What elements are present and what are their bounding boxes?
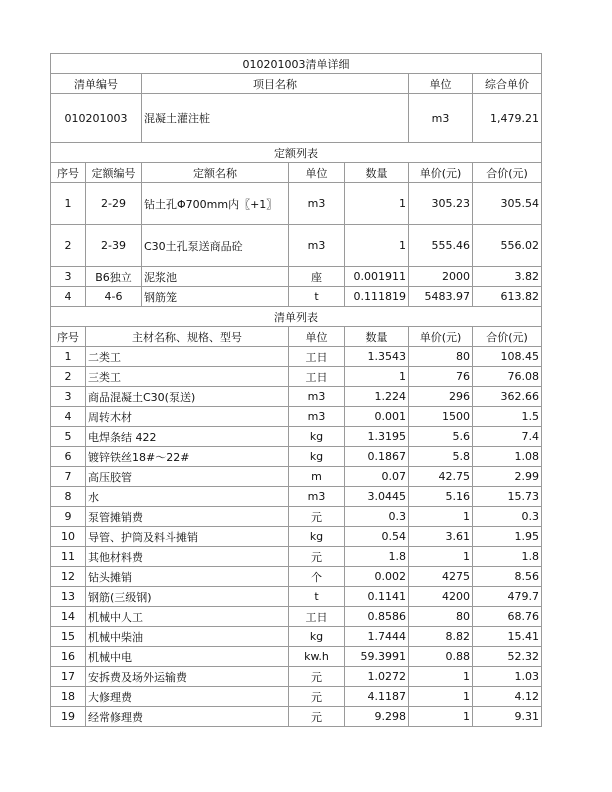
table-cell: C30土孔泵送商品砼 [142,225,289,267]
table-cell: 15 [51,627,86,647]
table-cell: 二类工 [86,347,289,367]
list-header-row [51,327,542,347]
table-cell: 1.3195 [345,427,409,447]
table-row [51,467,542,487]
table-cell: 周转木材 [86,407,289,427]
table-cell: 1.8 [345,547,409,567]
table-cell: 4 [51,287,86,307]
bill-detail-table [50,53,542,727]
table-cell: 8.56 [473,567,542,587]
table-cell: 高压胶管 [86,467,289,487]
table-row [51,367,542,387]
table-cell: 0.111819 [345,287,409,307]
table-cell: 76 [409,367,473,387]
table-cell: 5483.97 [409,287,473,307]
table-cell: 9.31 [473,707,542,727]
table-cell: 水 [86,487,289,507]
table-row [51,707,542,727]
table-cell: 1.3543 [345,347,409,367]
table-cell: 18 [51,687,86,707]
table-cell: m3 [289,387,345,407]
table-cell: 1 [409,707,473,727]
table-cell: 1.0272 [345,667,409,687]
table-cell: t [289,287,345,307]
table-cell: 5.16 [409,487,473,507]
table-cell: 555.46 [409,225,473,267]
table-cell: 1.5 [473,407,542,427]
table-row [51,407,542,427]
table-cell: 导管、护筒及料斗摊销 [86,527,289,547]
table-cell: 座 [289,267,345,287]
table-cell: 12 [51,567,86,587]
table-row [51,183,542,225]
table-cell: 2 [51,367,86,387]
table-cell: 1 [51,347,86,367]
table-cell: 8 [51,487,86,507]
table-cell: 1.95 [473,527,542,547]
table-cell: 6 [51,447,86,467]
table-cell: 工日 [289,367,345,387]
table-row [51,487,542,507]
table-cell: 2 [51,225,86,267]
quota-header-cell: 定额名称 [142,163,289,183]
table-cell: 0.1867 [345,447,409,467]
table-row [51,225,542,267]
table-cell: 商品混凝土C30(泵送) [86,387,289,407]
table-cell: 1500 [409,407,473,427]
table-cell: kg [289,627,345,647]
table-cell: 电焊条结 422 [86,427,289,447]
table-cell: 362.66 [473,387,542,407]
table-row [51,687,542,707]
quota-header-cell: 序号 [51,163,86,183]
table-cell: 钻头摊销 [86,567,289,587]
table-cell: 11 [51,547,86,567]
table-cell: 0.54 [345,527,409,547]
list-header-cell: 主材名称、规格、型号 [86,327,289,347]
table-cell: 0.8586 [345,607,409,627]
table-cell: 7 [51,467,86,487]
table-cell: 4200 [409,587,473,607]
table-cell: m3 [289,407,345,427]
table-cell: 0.001 [345,407,409,427]
table-cell: kw.h [289,647,345,667]
table-cell: 工日 [289,347,345,367]
table-cell: 4.1187 [345,687,409,707]
table-cell: 19 [51,707,86,727]
table-cell: 三类工 [86,367,289,387]
table-cell: 5 [51,427,86,447]
table-cell: 15.73 [473,487,542,507]
table-cell: 1 [345,225,409,267]
table-cell: 泥浆池 [142,267,289,287]
table-cell: 1 [409,687,473,707]
table-cell: 10 [51,527,86,547]
table-cell: 556.02 [473,225,542,267]
table-cell: 296 [409,387,473,407]
list-header-cell: 数量 [345,327,409,347]
table-cell: 4-6 [86,287,142,307]
table-cell: 4 [51,407,86,427]
table-cell: 3.61 [409,527,473,547]
header-price: 综合单价 [473,74,542,94]
quota-header-cell: 数量 [345,163,409,183]
table-row [51,607,542,627]
table-cell: 1 [51,183,86,225]
table-cell: 7.4 [473,427,542,447]
table-row [51,527,542,547]
table-cell: 80 [409,607,473,627]
table-cell: 9.298 [345,707,409,727]
table-row [51,667,542,687]
table-title: 010201003清单详细 [51,54,542,74]
table-cell: kg [289,427,345,447]
table-cell: 元 [289,547,345,567]
table-cell: 0.88 [409,647,473,667]
table-cell: 3 [51,267,86,287]
list-header-cell: 单价(元) [409,327,473,347]
table-cell: 613.82 [473,287,542,307]
table-cell: 4275 [409,567,473,587]
table-row [51,267,542,287]
table-cell: 1.08 [473,447,542,467]
table-cell: 0.07 [345,467,409,487]
quota-header-cell: 定额编号 [86,163,142,183]
table-cell: 52.32 [473,647,542,667]
table-cell: 8.82 [409,627,473,647]
table-cell: 1 [345,183,409,225]
table-cell: m3 [289,225,345,267]
table-cell: 479.7 [473,587,542,607]
table-cell: 2-29 [86,183,142,225]
table-cell: 42.75 [409,467,473,487]
table-row [51,287,542,307]
table-cell: 元 [289,707,345,727]
table-row [51,347,542,367]
table-cell: 安拆费及场外运输费 [86,667,289,687]
table-cell: 工日 [289,607,345,627]
table-cell: 16 [51,647,86,667]
table-cell: 1 [409,667,473,687]
table-row [51,647,542,667]
table-cell: 1 [345,367,409,387]
table-cell: 68.76 [473,607,542,627]
table-cell: 镀锌铁丝18#～22# [86,447,289,467]
table-cell: 元 [289,687,345,707]
list-header-cell: 单位 [289,327,345,347]
table-cell: 80 [409,347,473,367]
table-cell: 305.54 [473,183,542,225]
table-cell: 0.002 [345,567,409,587]
table-cell: 108.45 [473,347,542,367]
item-price: 1,479.21 [473,94,542,143]
table-cell: 个 [289,567,345,587]
item-code: 010201003 [51,94,142,143]
quota-header-cell: 单价(元) [409,163,473,183]
table-cell: 其他材料费 [86,547,289,567]
table-cell: B6独立 [86,267,142,287]
table-cell: 0.3 [473,507,542,527]
quota-header-row [51,163,542,183]
table-cell: 1.7444 [345,627,409,647]
table-cell: 1 [409,507,473,527]
table-cell: 元 [289,507,345,527]
table-cell: 0.1141 [345,587,409,607]
table-cell: 1.224 [345,387,409,407]
table-cell: 机械中柴油 [86,627,289,647]
table-cell: 0.001911 [345,267,409,287]
table-cell: 2000 [409,267,473,287]
table-row [51,507,542,527]
table-cell: 钢筋笼 [142,287,289,307]
table-cell: 5.8 [409,447,473,467]
quota-header-cell: 合价(元) [473,163,542,183]
table-cell: kg [289,447,345,467]
table-cell: 3 [51,387,86,407]
table-row [51,587,542,607]
table-cell: 3.0445 [345,487,409,507]
table-cell: m3 [289,183,345,225]
quota-header-cell: 单位 [289,163,345,183]
list-section-title: 清单列表 [51,307,542,327]
table-cell: 13 [51,587,86,607]
table-cell: 泵管摊销费 [86,507,289,527]
table-cell: 钻土孔Φ700mm内〖+1〗 [142,183,289,225]
table-cell: 76.08 [473,367,542,387]
table-cell: 9 [51,507,86,527]
table-cell: 元 [289,667,345,687]
table-cell: 14 [51,607,86,627]
table-cell: 2.99 [473,467,542,487]
table-cell: 17 [51,667,86,687]
table-cell: 3.82 [473,267,542,287]
table-cell: 5.6 [409,427,473,447]
table-row [51,387,542,407]
table-cell: 机械中电 [86,647,289,667]
header-name: 项目名称 [142,74,409,94]
table-cell: 大修理费 [86,687,289,707]
table-row [51,427,542,447]
table-cell: 1 [409,547,473,567]
table-row [51,447,542,467]
table-cell: 机械中人工 [86,607,289,627]
header-unit: 单位 [409,74,473,94]
table-cell: 15.41 [473,627,542,647]
table-cell: 59.3991 [345,647,409,667]
list-header-cell: 序号 [51,327,86,347]
table-cell: 1.8 [473,547,542,567]
item-unit: m3 [409,94,473,143]
table-cell: 1.03 [473,667,542,687]
table-cell: 钢筋(三级钢) [86,587,289,607]
table-cell: 4.12 [473,687,542,707]
table-cell: 305.23 [409,183,473,225]
table-cell: m [289,467,345,487]
table-cell: 0.3 [345,507,409,527]
table-cell: 经常修理费 [86,707,289,727]
list-header-cell: 合价(元) [473,327,542,347]
table-cell: m3 [289,487,345,507]
quota-section-title: 定额列表 [51,143,542,163]
table-row [51,547,542,567]
table-cell: t [289,587,345,607]
table-cell: kg [289,527,345,547]
table-row [51,567,542,587]
table-cell: 2-39 [86,225,142,267]
header-code: 清单编号 [51,74,142,94]
item-name: 混凝土灌注桩 [142,94,409,143]
table-row [51,627,542,647]
